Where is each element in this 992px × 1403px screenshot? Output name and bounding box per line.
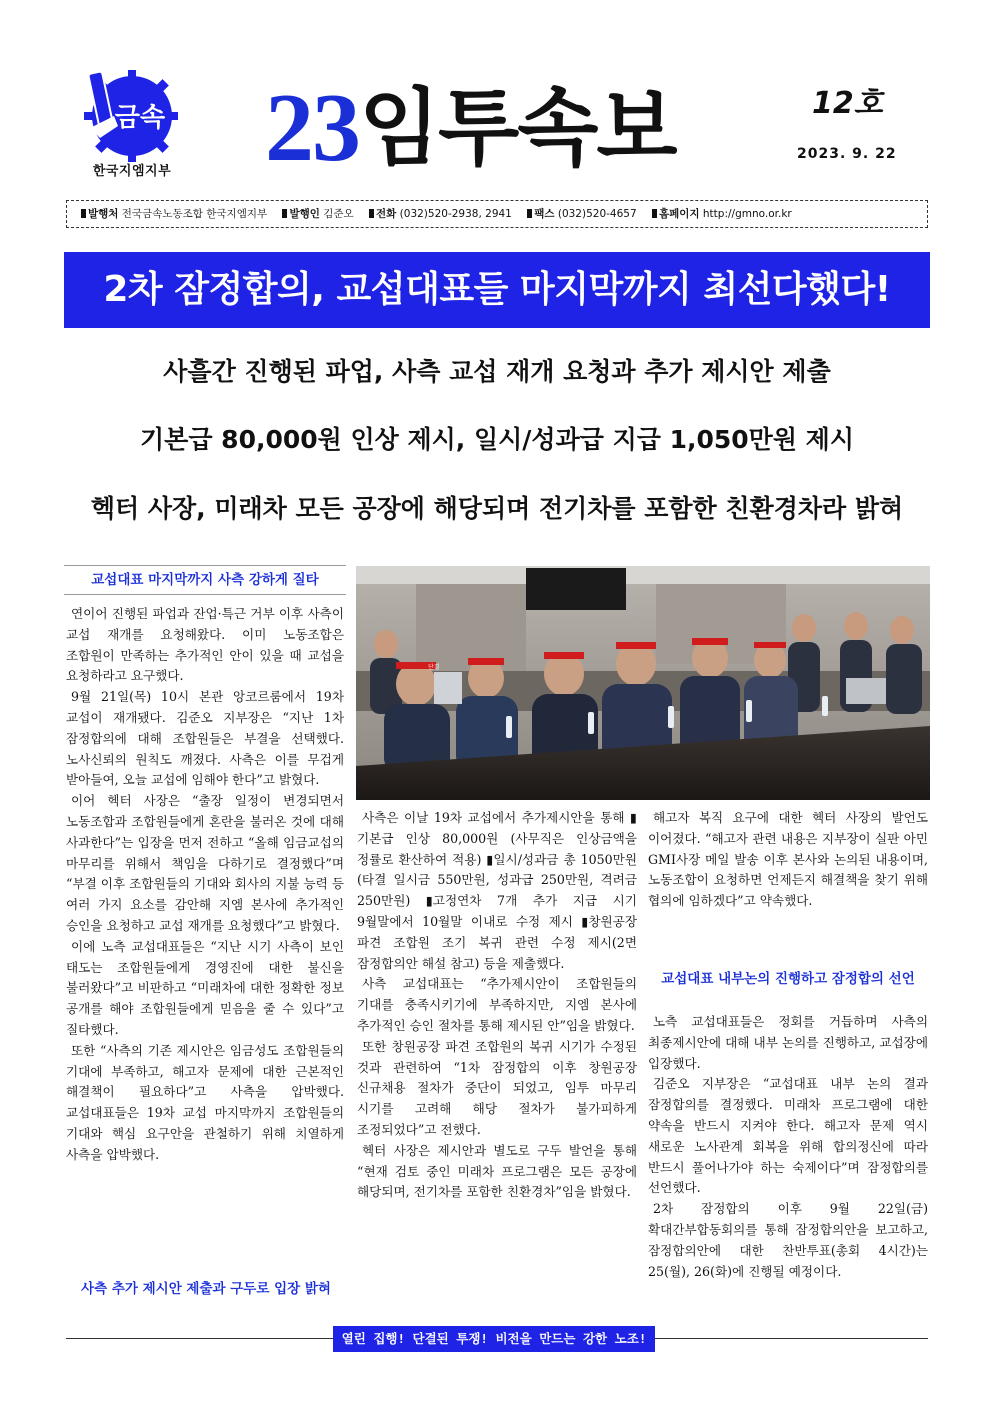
subheadline-2: 기본급 80,000원 인상 제시, 일시/성과급 지급 1,050만원 제시 [140,425,854,454]
issue-number: 12호 [812,86,883,121]
column-2 [357,808,637,1203]
negotiation-photo [356,566,930,800]
fax-value: (032)520-4657 [557,208,637,220]
union-name: 한국지엠지부 [92,164,172,179]
homepage-link[interactable]: http://gmno.or.kr [702,208,792,220]
bullet-icon [369,209,374,218]
column-3 [648,808,928,912]
paragraph: 사측 교섭대표는 “추가제시안이 조합원들의 기대를 충족시키기에 부족하지만, 지엠 본사에 추가적인 승인 절차를 통해 제시된 안”임을 밝혔다. [357,976,637,1033]
column-3-continued [648,1012,928,1282]
newsletter-title [265,74,676,182]
headband-text: 단결 [428,664,440,671]
subheadline-3: 헥터 사장, 미래차 모든 공장에 해당되며 전기차를 포함한 친환경차라 밝혀 [90,494,904,523]
homepage-label: 홈페이지 [658,208,700,220]
bullet-icon [282,209,287,218]
section-heading: 사측 추가 제시안 제출과 구두로 입장 밝혀 [81,1281,331,1297]
paragraph: 노측 교섭대표들은 정회를 거듭하며 사측의 최종제시안에 대해 내부 논의를 진행하고, 교섭장에 입장했다. [648,1014,928,1071]
paragraph: 9월 21일(목) 10시 본관 앙코르룸에서 19차 교섭이 재개됐다. 김준오 지부장은 “지난 1차 잠정합의에 대해 조합원들은 부결을 선택했다. 노사신뢰의 원칙도 깨졌다. 사측은 이를 무겁게 받아들여, 오늘 교섭에 임해야 한다”고 밝혔다. [66,689,344,788]
section-heading: 교섭대표 마지막까지 사측 강하게 질타 [64,565,346,595]
phone-value: (032)520-2938, 2941 [399,208,512,220]
subheadline-1: 사흘간 진행된 파업, 사측 교섭 재개 요청과 추가 제시안 제출 [163,357,831,386]
phone-label: 전화 [376,208,397,220]
paragraph: 또한 “사측의 기존 제시안은 임금성도 조합원들의 기대에 부족하고, 해고자 문제에 대한 근본적인 해결책이 필요하다”고 사측을 압박했다. 교섭대표들은 19차 교섭 마지막까지 조합원들의 기대와 핵심 요구안을 관철하기 위해 치열하게 사측을 압박했다. [66,1042,344,1162]
section-heading: 교섭대표 내부논의 진행하고 잠정합의 선언 [661,971,915,987]
issue-date: 2023. 9. 22 [797,146,897,162]
main-headline: 2차 잠정합의, 교섭대표들 마지막까지 최선다했다! [64,252,930,328]
publisher-label: 발행처 [88,208,119,220]
bullet-icon [527,209,532,218]
bullet-icon [652,209,657,218]
paragraph: 2차 잠정합의 이후 9월 22일(금) 확대간부합동회의를 통해 잠정합의안을 보고하고, 잠정합의안에 대한 찬반투표(총회 4시간)는 25(월), 26(화)에 진행될 예정이다. [648,1201,928,1279]
editor-label: 발행인 [289,208,320,220]
paragraph: 헥터 사장은 제시안과 별도로 구두 발언을 통해 “현재 검토 중인 미래차 프로그램은 모든 공장에 해당되며, 전기차를 포함한 친환경차”임을 밝혔다. [357,1142,637,1200]
paragraph: 또한 창원공장 파견 조합원의 복귀 시기가 수정된 것과 관련하여 “1차 잠정합의 이후 창원공장 신규채용 절차가 중단이 되었고, 임투 마무리 시기를 고려해 해당 절차가 불가피하게 조정되었다”고 전했다. [357,1038,637,1137]
fax-label: 팩스 [534,208,555,220]
column-1 [66,604,344,1166]
title-number: 23 [265,74,359,182]
union-logo [82,66,178,162]
publication-info-bar [66,200,928,228]
title-text: 임투속보 [359,79,676,177]
tv-screen [526,568,626,610]
footer-slogan: 열린 집행! 단결된 투쟁! 비전을 만드는 강한 노조! [333,1326,655,1352]
paragraph: 연이어 진행된 파업과 잔업·특근 거부 이후 사측이 교섭 재개를 요청해왔다. 이미 노동조합은 조합원이 만족하는 추가적인 안이 있을 때 교섭을 요청하라고 요구했다. [66,606,344,684]
paragraph: 이어 헥터 사장은 “출장 일정이 변경되면서 노동조합과 조합원들에게 혼란을 불러온 것에 대해 사과한다”는 입장을 먼저 전하고 “올해 임금교섭의 마무리를 위해서 책임을 다하기로 결정했다”며 “부결 이후 조합원들의 기대와 회사의 지불 능력 등 여러 가지 요소를 감안해 지엠 본사에 추가적인 승인을 요청하고 교섭 재개를 요청했다”고 밝혔다. [66,793,344,933]
publisher-value: 전국금속노동조합 한국지엠지부 [121,208,268,220]
editor-value: 김준오 [323,208,354,220]
paragraph: 사측은 이날 19차 교섭에서 추가제시안을 통해 ▮기본급 인상 80,000원 (사무직은 인상금액을 정률로 환산하여 적용) ▮일시/성과금 총 1050만원 (타결 일시금 550만원, 성과급 250만원, 격려금 250만원) ▮고정연차 7개 추가 지급 시기 9월말에서 10월말 이내로 수정 제시 ▮창원공장 파견 조합원 조기 복귀 관련 수정 제시(2면 잠정합의안 해설 참고) 등을 제출했다. [357,810,637,971]
logo-text: 금속 [114,103,166,133]
paragraph: 김준오 지부장은 “교섭대표 내부 논의 결과 잠정합의를 결정했다. 미래차 프로그램에 대한 약속을 반드시 지켜야 한다. 해고자 문제 역시 새로운 노사관계 회복을 위해 합의정신에 따라 반드시 풀어나가야 하는 숙제이다”며 잠정합의를 선언했다. [648,1076,928,1196]
bullet-icon [81,209,86,218]
paragraph: 이에 노측 교섭대표들은 “지난 시기 사측이 보인 태도는 조합원들에게 경영진에 대한 불신을 불러왔다”고 비판하고 “미래차에 대한 정확한 정보 공개를 해야 조합원들에게 믿음을 줄 수 있다”고 질타했다. [66,938,344,1037]
paragraph: 해고자 복직 요구에 대한 헥터 사장의 발언도 이어졌다. “해고자 관련 내용은 지부장이 실판 아민 GMI사장 메일 발송 이후 본사와 논의된 내용이며, 노동조합이 요청하면 언제든지 해결책을 찾기 위해 협의에 임하겠다”고 약속했다. [648,810,928,909]
